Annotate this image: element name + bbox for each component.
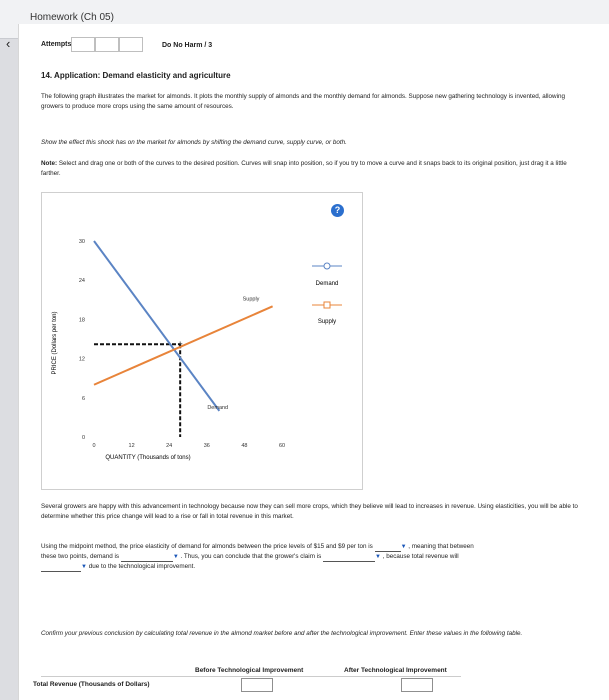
graph-panel bbox=[41, 192, 363, 490]
revenue-change-dropdown[interactable] bbox=[41, 564, 81, 572]
elasticity-text-e: , because total revenue will bbox=[382, 553, 459, 560]
question-title: 14. Application: Demand elasticity and agriculture bbox=[41, 71, 231, 80]
followup-paragraph-1: Several growers are happy with this advancement in technology because now they can sell more crops, which they believe will lead to increases in revenue. Using elasticities, you will be able to determine whether this price change will lead to a rise or fall in total revenue in this market. bbox=[41, 503, 578, 520]
y-tick-label: 6 bbox=[81, 395, 85, 402]
table-header-after: After Technological Improvement bbox=[344, 667, 447, 674]
followup-paragraph-3: Confirm your previous conclusion by calculating total revenue in the almond market before and after the technological improvement. Enter these values in the following table. bbox=[41, 630, 523, 637]
x-tick-label: 24 bbox=[166, 443, 173, 449]
elasticity-text-a: Using the midpoint method, the price elasticity of demand for almonds between the price levels of $15 and $9 per ton is bbox=[41, 543, 373, 550]
y-tick-label: 12 bbox=[78, 356, 85, 363]
question-page bbox=[18, 24, 609, 700]
attempt-box-1 bbox=[71, 37, 95, 52]
table-header-before: Before Technological Improvement bbox=[195, 667, 304, 674]
note-text: Select and drag one or both of the curves to the desired position. Curves will snap into position, so if you try to move a curve and it snaps back to its original position, just drag it a little farther. bbox=[41, 160, 567, 177]
chevron-down-icon[interactable]: ▼ bbox=[400, 544, 407, 550]
question-instruction: Show the effect this shock has on the market for almonds by shifting the demand curve, supply curve, or both. bbox=[41, 139, 347, 146]
demand-type-dropdown[interactable] bbox=[121, 554, 173, 562]
question-note bbox=[41, 159, 581, 179]
demand-curve[interactable] bbox=[94, 241, 219, 411]
elasticity-text-d: . Thus, you can conclude that the grower's claim is bbox=[180, 553, 322, 560]
claim-dropdown[interactable] bbox=[323, 554, 375, 562]
attempt-box-2 bbox=[95, 37, 119, 52]
legend-demand-label: Demand bbox=[315, 281, 339, 287]
equilibrium-marker: + bbox=[177, 339, 183, 350]
page-title: Homework (Ch 05) bbox=[30, 12, 114, 23]
do-no-harm-score: Do No Harm / 3 bbox=[162, 42, 213, 49]
legend-demand-marker[interactable] bbox=[324, 263, 330, 269]
table-row-label: Total Revenue (Thousands of Dollars) bbox=[33, 681, 150, 688]
elasticity-text-c: these two points, demand is bbox=[41, 553, 120, 560]
x-tick-label: 36 bbox=[203, 443, 210, 449]
x-axis-label: QUANTITY (Thousands of tons) bbox=[105, 455, 191, 461]
demand-curve-label: Demand bbox=[207, 404, 229, 411]
x-tick-label: 0 bbox=[92, 443, 96, 449]
y-tick-label: 18 bbox=[78, 317, 85, 324]
question-intro: The following graph illustrates the market for almonds. It plots the monthly supply of almonds and the monthly demand for almonds. Suppose new gathering technology is invented, allowing growers to produce more crops using the same amount of resources. bbox=[41, 93, 565, 110]
attempt-box-3 bbox=[119, 37, 143, 52]
elasticity-text-f: due to the technological improvement. bbox=[88, 563, 196, 570]
elasticity-text-b: , meaning that between bbox=[408, 543, 474, 550]
chevron-down-icon[interactable]: ▼ bbox=[172, 554, 179, 560]
x-tick-label: 12 bbox=[128, 443, 135, 449]
followup-paragraph-2 bbox=[41, 542, 581, 572]
table-divider bbox=[41, 676, 461, 677]
revenue-after-input[interactable] bbox=[401, 678, 433, 692]
note-label: Note: bbox=[41, 160, 58, 167]
chevron-down-icon[interactable]: ▼ bbox=[375, 554, 381, 560]
y-axis-label: PRICE (Dollars per ton) bbox=[52, 311, 58, 375]
almond-market-chart bbox=[42, 193, 362, 489]
attempts-label: Attempts bbox=[41, 41, 72, 48]
x-tick-label: 48 bbox=[241, 443, 248, 449]
revenue-before-input[interactable] bbox=[241, 678, 273, 692]
x-tick-label: 60 bbox=[278, 443, 286, 449]
legend-supply-marker[interactable] bbox=[324, 302, 330, 308]
supply-curve[interactable] bbox=[94, 306, 273, 384]
supply-curve-label: Supply bbox=[242, 296, 260, 303]
help-icon[interactable]: ? bbox=[331, 204, 344, 217]
elasticity-value-dropdown[interactable] bbox=[375, 544, 401, 552]
y-tick-label: 30 bbox=[78, 239, 85, 245]
legend-supply-label: Supply bbox=[317, 319, 337, 325]
y-tick-label: 0 bbox=[81, 435, 85, 441]
chevron-left-icon[interactable]: ‹ bbox=[6, 36, 11, 51]
chevron-down-icon[interactable]: ▼ bbox=[81, 564, 87, 570]
y-tick-label: 24 bbox=[78, 278, 85, 285]
